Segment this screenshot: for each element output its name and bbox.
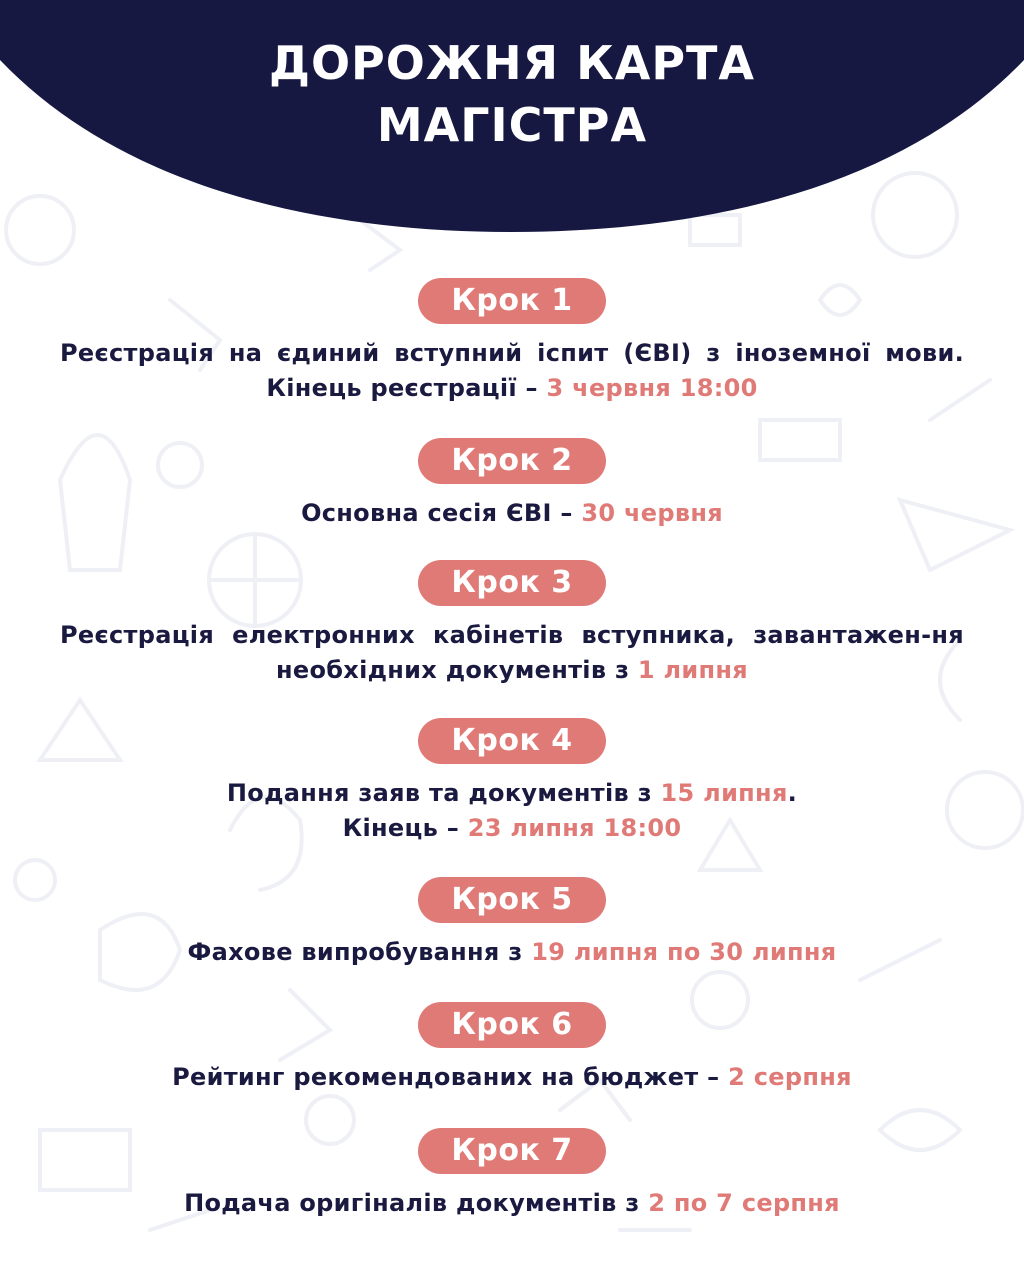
step-7 (0, 1128, 1024, 1221)
step-4-start-date: 15 липня (660, 779, 788, 807)
step-4-description (0, 776, 1024, 846)
step-2-badge: Крок 2 (418, 438, 606, 484)
step-4-line2-text: Кінець – (342, 814, 468, 842)
step-7-description (0, 1186, 1024, 1221)
step-3-date: 1 липня (637, 656, 749, 684)
step-4-end-date: 23 липня 18:00 (467, 814, 682, 842)
step-6-date: 2 серпня (728, 1063, 852, 1091)
step-1-date: 3 червня 18:00 (546, 374, 758, 402)
step-3-badge: Крок 3 (418, 560, 606, 606)
step-5-badge: Крок 5 (418, 877, 606, 923)
step-7-badge: Крок 7 (418, 1128, 606, 1174)
step-2-description (0, 496, 1024, 531)
step-2-date: 30 червня (581, 499, 723, 527)
step-5-date: 19 липня по 30 липня (531, 938, 837, 966)
step-7-text: Подача оригіналів документів з (184, 1189, 649, 1217)
step-5-text: Фахове випробування з (187, 938, 532, 966)
step-6-badge: Крок 6 (418, 1002, 606, 1048)
page-title-line1: ДОРОЖНЯ КАРТА (268, 36, 756, 90)
page-title-line2: МАГІСТРА (376, 98, 648, 152)
step-5-description (0, 935, 1024, 970)
step-4-line1-text: Подання заяв та документів з (226, 779, 661, 807)
step-4-badge: Крок 4 (418, 718, 606, 764)
step-5 (0, 877, 1024, 970)
page-title (0, 32, 1024, 156)
step-1-text: Реєстрація на єдиний вступний іспит (ЄВІ) з іноземної мови. Кінець реєстрації – (60, 339, 964, 402)
step-1 (0, 278, 1024, 406)
step-2-text: Основна сесія ЄВІ – (301, 499, 582, 527)
step-6-text: Рейтинг рекомендованих на бюджет – (172, 1063, 729, 1091)
step-2 (0, 438, 1024, 531)
step-1-badge: Крок 1 (418, 278, 606, 324)
step-1-description (60, 336, 964, 406)
step-6-description (0, 1060, 1024, 1095)
header-banner (0, 0, 1024, 240)
step-7-date: 2 по 7 серпня (648, 1189, 840, 1217)
step-6 (0, 1002, 1024, 1095)
step-3-description (60, 618, 964, 688)
step-4-line1-end: . (787, 779, 798, 807)
step-3-text: Реєстрація електронних кабінетів вступника, завантажен-ня необхідних документів з (60, 621, 964, 684)
step-4 (0, 718, 1024, 846)
step-3 (0, 560, 1024, 688)
